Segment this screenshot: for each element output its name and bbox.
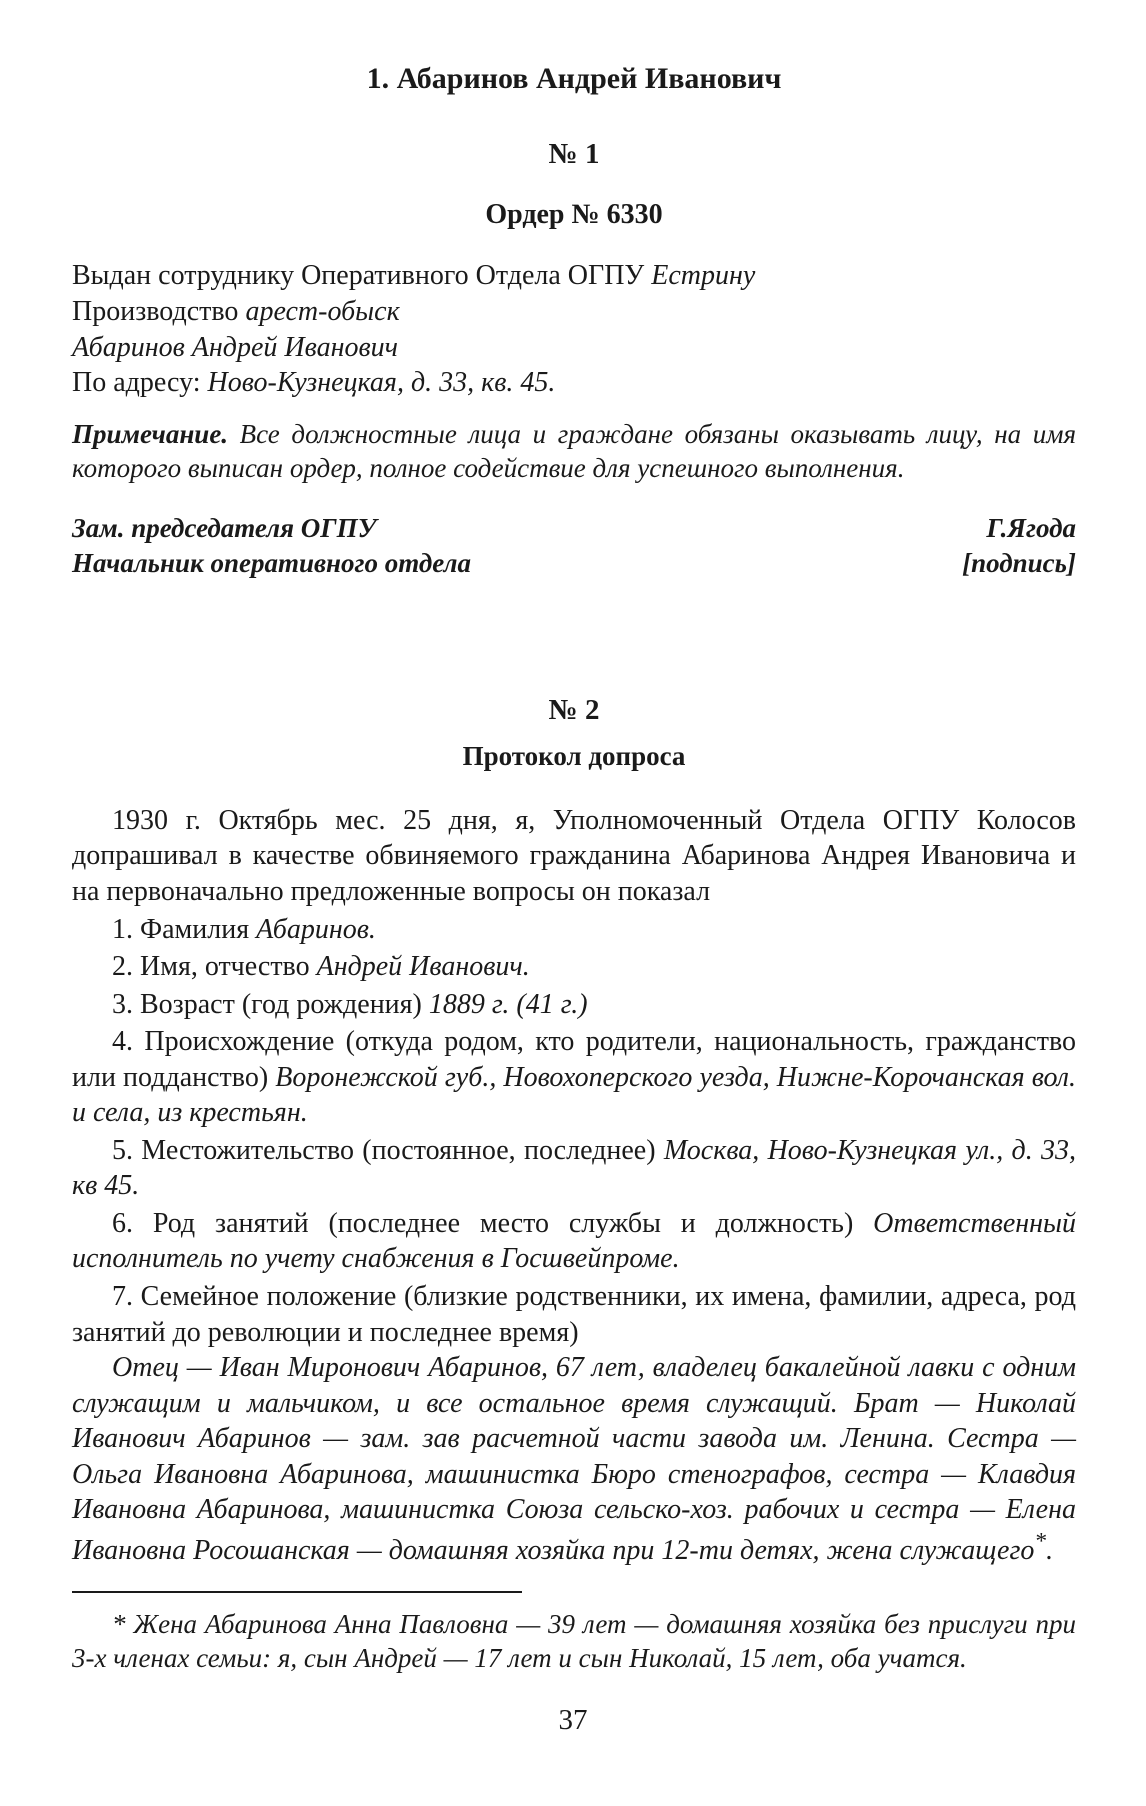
document-number-1: № 1 xyxy=(548,138,600,171)
question-2 xyxy=(72,949,1076,985)
question-6-answer: Ответственный исполнитель по учету снабжения в Госшвейпроме. xyxy=(72,1207,1076,1275)
order-action-value: арест-обыск xyxy=(245,296,400,328)
protocol-title: Протокол допроса xyxy=(462,740,686,771)
protocol-intro: 1930 г. Октябрь мес. 25 дня, я, Уполномоченный Отдела ОГПУ Колосов допрашивал в качестве обвиняемого гражданина Абаринова Андрея Ивановича и на первоначально предложенные вопросы он показал xyxy=(72,804,1076,907)
person-heading: 1. Абаринов Андрей Иванович xyxy=(366,62,782,95)
page-number: 37 xyxy=(558,1704,588,1736)
order-person-name: Абаринов Андрей Иванович xyxy=(72,331,398,363)
signature-name-1: Г.Ягода xyxy=(986,513,1076,544)
order-note-text: Все должностные лица и граждане обязаны оказывать лицу, на имя которого выписан ордер, полное содействие для успешного выполнения. xyxy=(72,418,1076,483)
question-3 xyxy=(72,987,1076,1023)
question-3-answer: 1889 г. (41 г.) xyxy=(428,988,588,1020)
order-person-line xyxy=(72,330,1076,366)
question-5-label: 5. Местожительство (постоянное, последнее) xyxy=(112,1134,664,1166)
signature-title-2: Начальник оперативного отдела xyxy=(72,547,471,578)
footnote-mark: * xyxy=(1034,1528,1047,1555)
order-action-line xyxy=(72,294,1076,330)
order-issued-label: Выдан сотруднику Оперативного Отдела ОГПУ xyxy=(72,260,652,292)
order-address-label: По адресу: xyxy=(72,367,208,399)
order-title: Ордер № 6330 xyxy=(485,198,663,230)
signature-name-2: [подпись] xyxy=(962,547,1076,578)
signature-title-1: Зам. председателя ОГПУ xyxy=(72,513,377,544)
question-6-label: 6. Род занятий (последнее место службы и должность) xyxy=(112,1207,874,1239)
officer-name: Естрину xyxy=(651,260,756,292)
footnote: * Жена Абаринова Анна Павловна — 39 лет — домашняя хозяйка без прислуги при 3-х членах семьи: я, сын Андрей — 17 лет и сын Николай, 15 лет, оба учатся. xyxy=(72,1608,1076,1673)
question-6 xyxy=(72,1206,1076,1277)
order-note xyxy=(72,417,1076,486)
question-3-label: 3. Возраст (год рождения) xyxy=(112,988,429,1020)
question-4 xyxy=(72,1024,1076,1131)
question-4-label: 4. Происхождение (откуда родом, кто родители, национальность, гражданство или подданство) xyxy=(72,1026,1076,1093)
question-5-answer: Москва, Ново-Кузнецкая ул., д. 33, кв 45. xyxy=(72,1134,1076,1202)
question-1 xyxy=(72,912,1076,948)
question-7: 7. Семейное положение (близкие родственники, их имена, фамилии, адреса, род занятий до революции и последнее время) xyxy=(72,1281,1076,1348)
question-1-label: 1. Фамилия xyxy=(112,913,257,945)
question-2-answer: Андрей Иванович. xyxy=(316,951,530,983)
question-7-answer xyxy=(72,1350,1076,1569)
question-7-answer-end: . xyxy=(1046,1535,1054,1567)
question-1-answer: Абаринов. xyxy=(256,913,376,945)
order-action-label: Производство xyxy=(72,296,246,328)
document-number-2: № 2 xyxy=(548,693,600,726)
order-signatures xyxy=(72,511,1076,580)
order-issued-line xyxy=(72,258,1076,294)
question-5 xyxy=(72,1133,1076,1204)
order-address-line xyxy=(72,365,1076,401)
order-address-value: Ново-Кузнецкая, д. 33, кв. 45. xyxy=(207,367,556,399)
order-note-label: Примечание. xyxy=(72,418,229,449)
question-2-label: 2. Имя, отчество xyxy=(112,951,317,983)
signature-row-2 xyxy=(72,546,1076,580)
question-4-answer: Воронежской губ., Новохоперского уезда, Нижне-Корочанская вол. и села, из крестьян. xyxy=(72,1061,1076,1129)
signature-row-1 xyxy=(72,511,1076,545)
footnote-divider xyxy=(72,1591,522,1593)
question-7-answer-text: Отец — Иван Миронович Абаринов, 67 лет, владелец бакалейной лавки с одним служащим и мальчиком, и все остальное время служащий. Брат — Николай Иванович Абаринов — зам. зав расчетной части завода им. Ленина. Сестра — Ольга Ивановна Абаринова, машинистка Бюро стенографов, сестра — Клавдия Ивановна Абаринова, машинистка Союза сельско-хоз. рабочих и сестра — Елена Ивановна Росошанская — домашняя хозяйка при 12-ти детях, жена служащего xyxy=(72,1352,1076,1567)
